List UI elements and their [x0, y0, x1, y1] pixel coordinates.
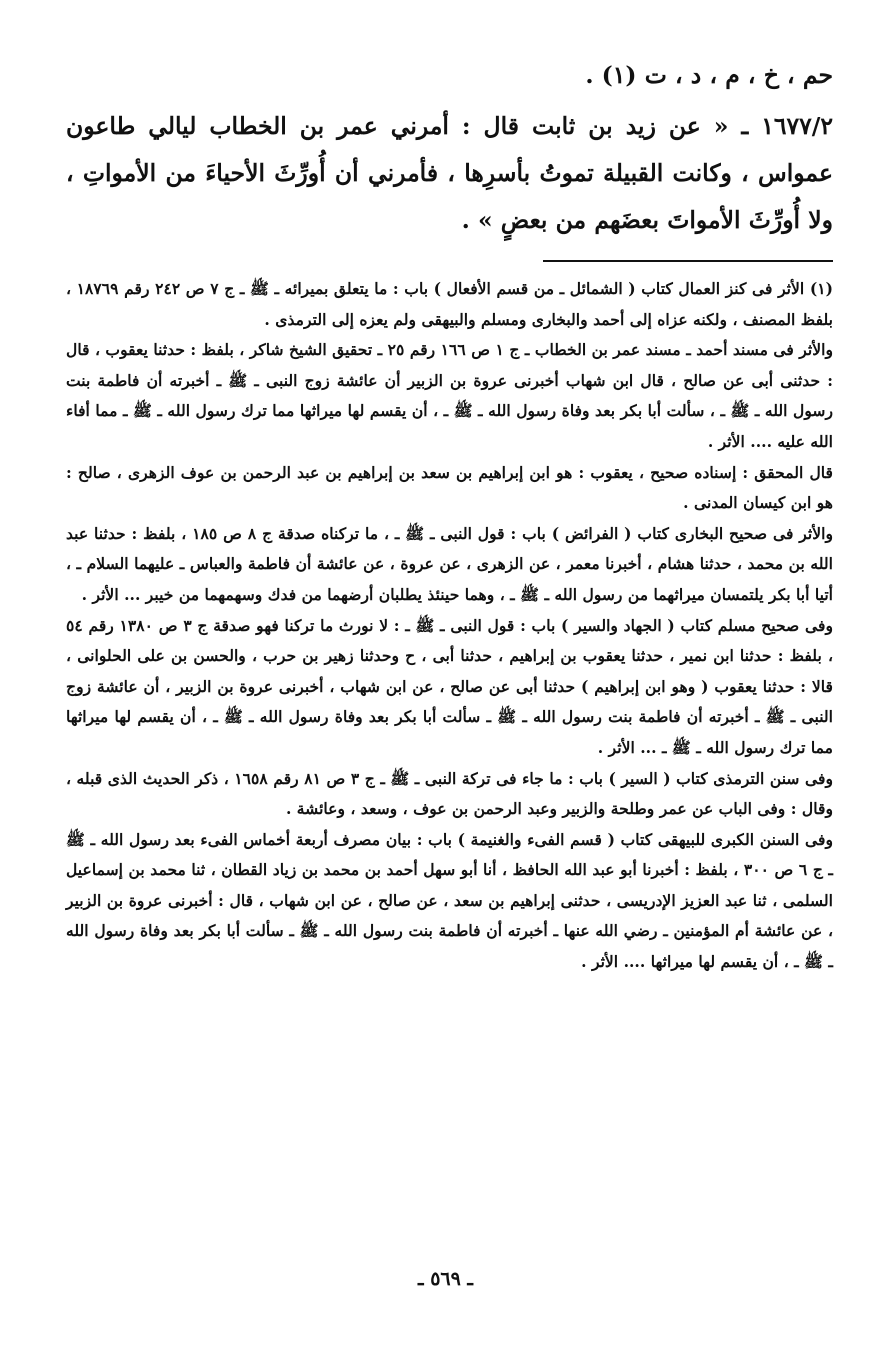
footnote-divider	[543, 260, 833, 262]
footnote-paragraph: (١) الأثر فى كنز العمال كتاب ( الشمائل ـ من قسم الأفعال ) باب : ما يتعلق بميرائه ـ ﷺ ـ ج ٧ ص ٢٤٢ رقم ١٨٧٦٩ ، بلفظ المصنف ، ولكنه عزاه إلى أحمد والبخارى ومسلم والبيهقى ولم يعزه إلى الترمذى .	[66, 279, 833, 329]
footnote-paragraph: والأثر فى صحيح البخارى كتاب ( الفرائض ) باب : قول النبى ـ ﷺ ـ ، ما تركناه صدقة ج ٨ ص ١٨٥ ، بلفظ : حدثنا عبد الله بن محمد ، حدثنا هشام ، أخبرنا معمر ، عن الزهرى ، عن عروة ، عن عائشة أن فاطمة والعباس ـ عليهما السلام ـ ، أتيا أبا بكر يلتمسان ميراثهما من رسول الله ـ ﷺ ـ ، وهما حينئذ يطلبان أرضهما من فدك وسهمهما من خيبر ... الأثر .	[66, 523, 833, 604]
footnote-paragraph: وفى السنن الكبرى للبيهقى كتاب ( قسم الفىء والغنيمة ) باب : بيان مصرف أربعة أخماس الفىء بعد رسول الله ـ ﷺ ـ ج ٦ ص ٣٠٠ ، بلفظ : أخبرنا أبو عبد الله الحافظ ، أنا أبو سهل أحمد بن محمد بن زياد القطان ، ثنا محمد بن إسماعيل السلمى ، ثنا عبد العزيز الإدريسى ، حدثنى إبراهيم بن سعد ، عن صالح ، عن ابن شهاب ، قال : أخبرنى عروة بن الزبير ، عن عائشة أم المؤمنين ـ رضي الله عنها ـ أخبرته أن فاطمة بنت رسول الله ـ ﷺ ـ سألت أبا بكر بعد وفاة رسول الله ـ ﷺ ـ ، أن يقسم لها ميراثها .... الأثر .	[66, 829, 834, 972]
hadith-text: ١٦٧٧/٢ ـ « عن زيد بن ثابت قال : أمرني عمر بن الخطاب ليالي طاعون عمواس ، وكانت القبيلة تموتُ بأسرِها ، فأمرني أن أُورِّثَ الأحياءَ من الأمواتِ ، ولا أُورِّثَ الأمواتَ بعضَهم من بعضٍ » .	[66, 112, 833, 234]
top-line: حم ، خ ، م ، د ، ت (١) .	[585, 61, 833, 89]
footnotes	[66, 274, 833, 978]
footnote-paragraph: قال المحقق : إسناده صحيح ، يعقوب : هو ابن إبراهيم بن سعد بن إبراهيم بن عبد الرحمن بن عوف الزهرى ، صالح : هو ابن كيسان المدنى .	[66, 462, 833, 513]
document-page	[66, 52, 833, 1357]
footnote-paragraph: وفى صحيح مسلم كتاب ( الجهاد والسير ) باب : قول النبى ـ ﷺ ـ : لا نورث ما تركنا فهو صدقة ج ٣ ص ١٣٨٠ رقم ٥٤ ، بلفظ : حدثنا ابن نمير ، حدثنا يعقوب بن إبراهيم ، حدثنا أبى ، ح وحدثنا زهير بن حرب ، والحسن بن على الحلوانى ، قالا : حدثنا يعقوب ( وهو ابن إبراهيم ) حدثنا أبى عن صالح ، عن ابن شهاب ، أخبرنى عروة بن الزبير ، أن عائشة زوج النبى ـ ﷺ ـ أخبرته أن فاطمة بنت رسول الله ـ ﷺ ـ سألت أبا بكر بعد وفاة رسول الله ـ ﷺ ـ ، أن يقسم لها ميراثها مما ترك رسول الله ـ ﷺ ـ ... الأثر .	[66, 615, 833, 757]
footnote-paragraph: والأثر فى مسند أحمد ـ مسند عمر بن الخطاب ـ ج ١ ص ١٦٦ رقم ٢٥ ـ تحقيق الشيخ شاكر ، بلفظ : حدثنا يعقوب ، قال : حدثنى أبى عن صالح ، قال ابن شهاب أخبرنى عروة بن الزبير أن عائشة زوج النبى ـ ﷺ ـ أخبرته أن فاطمة بنت رسول الله ـ ﷺ ـ ، سألت أبا بكر بعد وفاة رسول الله ـ ﷺ ـ ، أن يقسم لها ميراثها مما ترك رسول الله ـ ﷺ ـ مما أفاء الله عليه .... الأثر .	[66, 340, 834, 451]
footnote-paragraph: وفى سنن الترمذى كتاب ( السير ) باب : ما جاء فى تركة النبى ـ ﷺ ـ ج ٣ ص ٨١ رقم ١٦٥٨ ، ذكر الحديث الذى قبله ، وقال : وفى الباب عن عمر وطلحة والزبير وعبد الرحمن بن عوف ، وسعد ، وعائشة .	[66, 768, 833, 819]
page-number: ـ ٥٦٩ ـ	[418, 1268, 473, 1290]
